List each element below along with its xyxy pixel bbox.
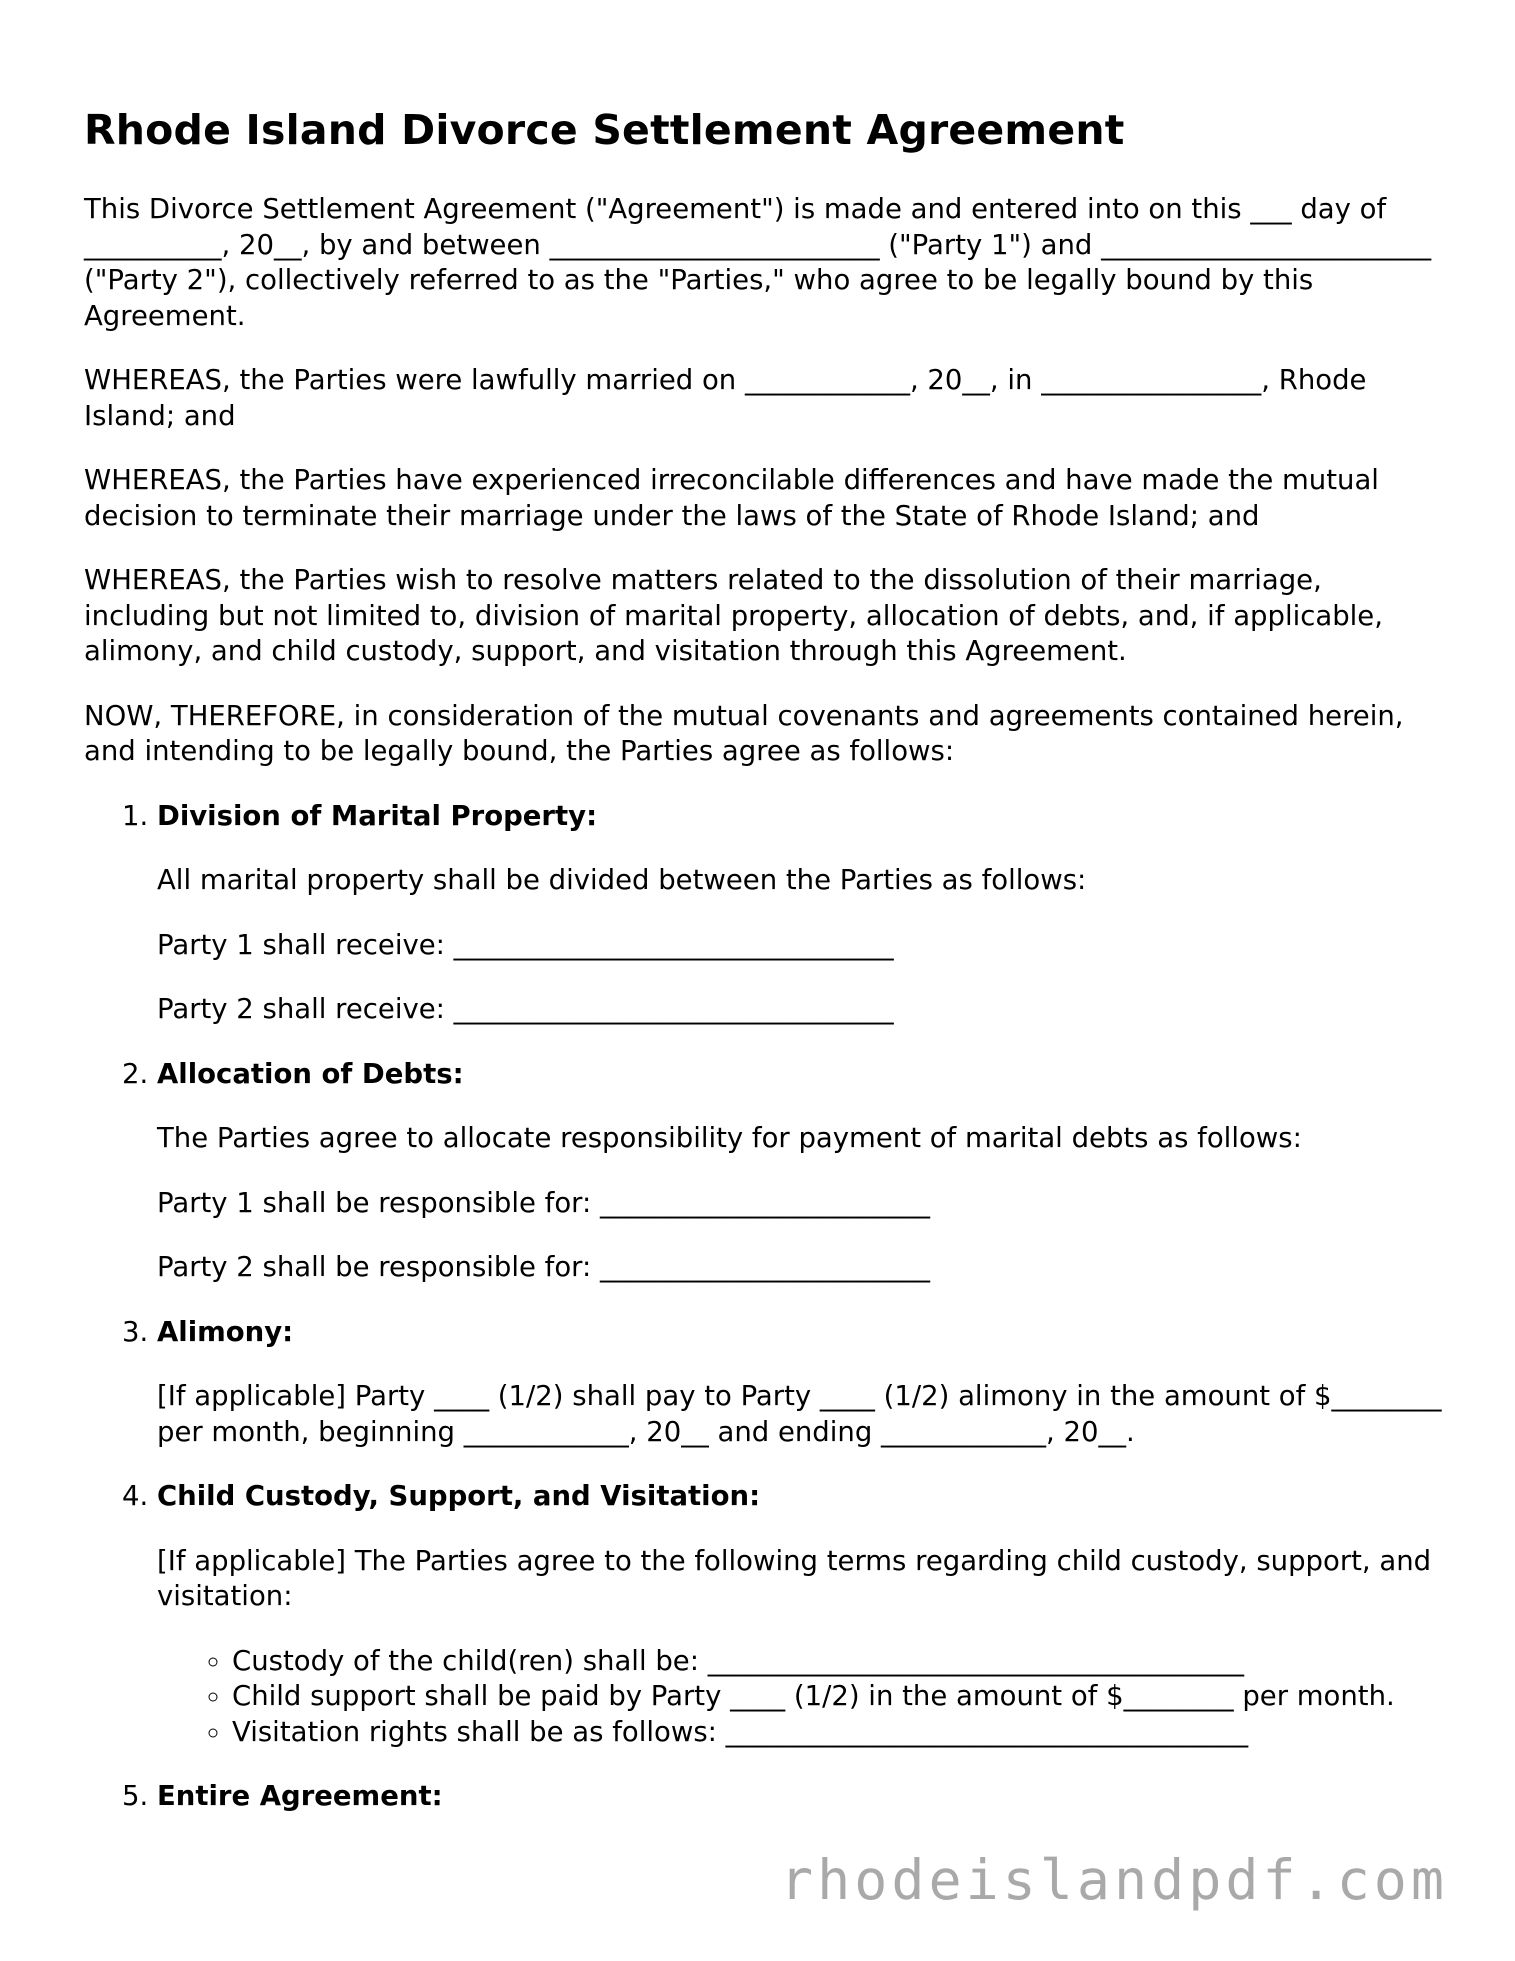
section-entire-agreement (157, 1779, 1444, 1815)
whereas-resolve-paragraph: WHEREAS, the Parties wish to resolve matters related to the dissolution of their marriage, including but not limited to, division of marital property, allocation of debts, and, if applicable, alimony, and child custody, support, and visitation through this Agreement. (84, 564, 1383, 667)
section-title: 4. Child Custody, Support, and Visitation: (157, 1480, 761, 1512)
party2-debts-line: Party 2 shall be responsible for: ________________________ (157, 1251, 931, 1283)
intro-paragraph: This Divorce Settlement Agreement ("Agreement") is made and entered into on this ___ day of __________, 20__, by and between ________________________ ("Party 1") and ________________________ ("Party 2"), collectively referred to as the "Parties," who agree to be legally bound by this Agreement. (84, 193, 1432, 332)
party1-receive-line: Party 1 shall receive: ________________________________ (157, 928, 894, 961)
section-text: The Parties agree to allocate responsibility for payment of marital debts as follows: (157, 1122, 1302, 1154)
section-division-of-property (157, 799, 1444, 1028)
section-text: All marital property shall be divided between the Parties as follows: (157, 864, 1087, 896)
party1-debts-line: Party 1 shall be responsible for: ________________________ (157, 1186, 931, 1219)
support-term-item: ◦ Child support shall be paid by Party ____ (1/2) in the amount of $________ per month. (232, 1679, 1444, 1715)
now-therefore-paragraph: NOW, THEREFORE, in consideration of the mutual covenants and agreements contained herein, and intending to be legally bound, the Parties agree as follows: (84, 699, 1404, 767)
section-alimony (157, 1315, 1444, 1451)
section-title: 1. Division of Marital Property: (157, 799, 598, 832)
document-page (84, 104, 1444, 1844)
section-title: 3. Alimony: (157, 1315, 294, 1348)
document-title: Rhode Island Divorce Settlement Agreement (84, 106, 1125, 154)
section-child-custody (157, 1479, 1444, 1750)
agreement-sections (84, 799, 1444, 1815)
section-text: [If applicable] The Parties agree to the following terms regarding child custody, support, and visitation: (157, 1544, 1432, 1612)
custody-terms-list (157, 1644, 1444, 1751)
section-title: 5. Entire Agreement: (157, 1780, 443, 1812)
custody-term-item: ◦ Custody of the child(ren) shall be: _______________________________________ (232, 1644, 1444, 1680)
alimony-text: [If applicable] Party ____ (1/2) shall pay to Party ____ (1/2) alimony in the amount of $________ per month, beginning ____________, 20__ and ending ____________, 20__. (157, 1380, 1442, 1448)
whereas-married-paragraph: WHEREAS, the Parties were lawfully married on ____________, 20__, in ________________, Rhode Island; and (84, 364, 1367, 432)
party2-receive-line: Party 2 shall receive: ________________________________ (157, 993, 894, 1025)
watermark-text: rhodeislandpdf.com (780, 1848, 1449, 1912)
section-title: 2. Allocation of Debts: (157, 1057, 464, 1090)
visitation-term-item: ◦ Visitation rights shall be as follows: ______________________________________ (232, 1715, 1444, 1751)
section-allocation-of-debts (157, 1057, 1444, 1286)
whereas-differences-paragraph: WHEREAS, the Parties have experienced irreconcilable differences and have made the mutual decision to terminate their marriage under the laws of the State of Rhode Island; and (84, 464, 1379, 532)
